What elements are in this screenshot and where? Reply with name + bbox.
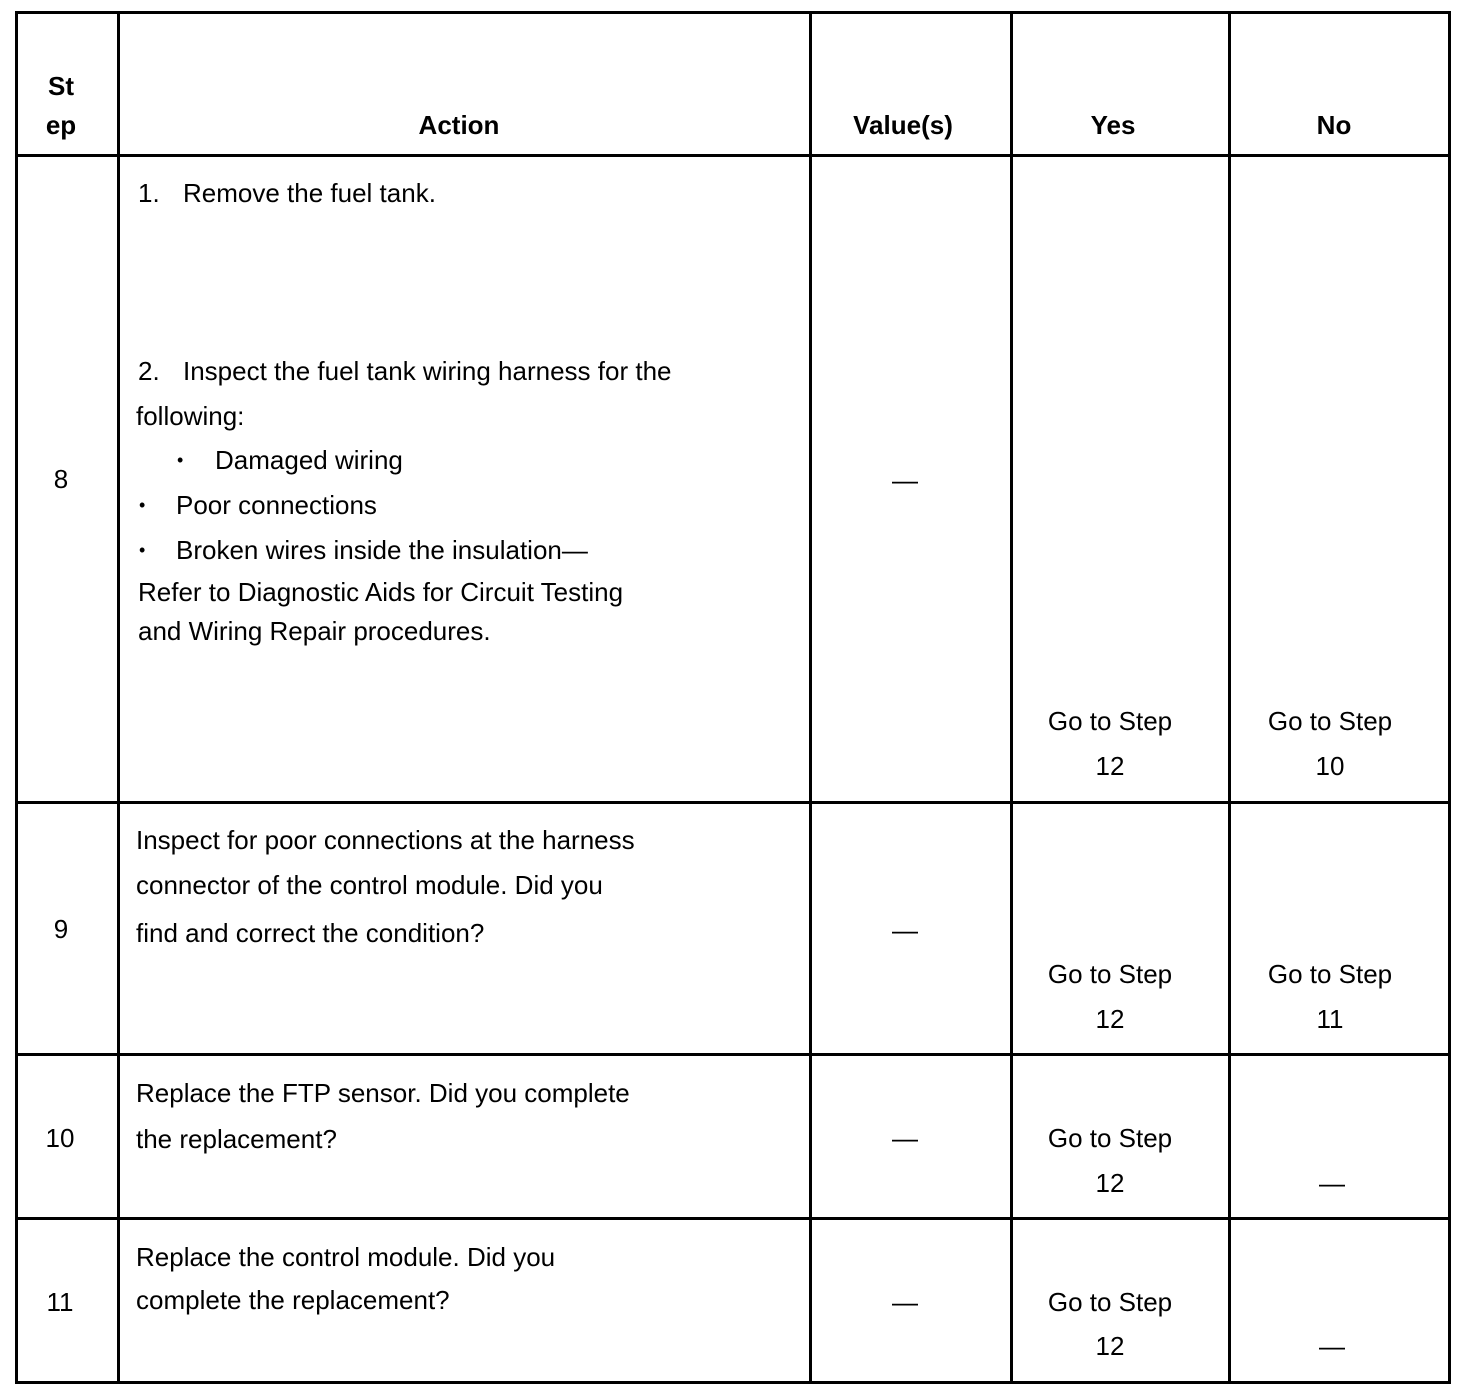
header-step: ep: [45, 110, 77, 140]
step-number: 9: [53, 914, 69, 944]
yes-cell: 12: [1095, 1331, 1125, 1361]
action-note: and Wiring Repair procedures.: [138, 616, 491, 646]
action-text: Inspect the fuel tank wiring harness for the: [183, 356, 672, 386]
yes-cell: 12: [1095, 751, 1125, 781]
action-text: the replacement?: [136, 1124, 337, 1154]
no-cell: Go to Step: [1267, 706, 1393, 736]
action-text: connector of the control module. Did you: [136, 870, 603, 900]
column-divider: [1228, 11, 1231, 1384]
header-no: No: [1316, 110, 1352, 140]
action-note: Refer to Diagnostic Aids for Circuit Testing: [138, 577, 624, 607]
action-text: Replace the FTP sensor. Did you complete: [136, 1078, 630, 1108]
action-text: complete the replacement?: [136, 1285, 450, 1315]
header-values: Value(s): [853, 110, 953, 140]
value-cell: —: [892, 465, 918, 495]
action-text: find and correct the condition?: [136, 918, 485, 948]
column-divider: [809, 11, 812, 1384]
row-divider: [15, 801, 1451, 804]
value-cell: —: [892, 915, 918, 945]
header-action: Action: [418, 110, 500, 140]
list-number: 2.: [138, 356, 160, 386]
bullet-text: Broken wires inside the insulation—: [176, 535, 588, 565]
action-text: following:: [136, 401, 245, 431]
column-divider: [117, 11, 120, 1384]
yes-cell: Go to Step: [1047, 706, 1173, 736]
bullet-text: Damaged wiring: [215, 445, 403, 475]
action-text: Remove the fuel tank.: [183, 178, 436, 208]
no-cell: —: [1319, 1168, 1345, 1198]
row-divider: [15, 1053, 1451, 1056]
yes-cell: Go to Step: [1047, 959, 1173, 989]
table-border-bottom: [15, 1381, 1451, 1384]
no-cell: 11: [1316, 1004, 1344, 1034]
table-border-top: [15, 11, 1451, 14]
action-text: Replace the control module. Did you: [136, 1242, 556, 1272]
header-step: St: [48, 71, 74, 101]
row-divider: [15, 1217, 1451, 1220]
no-cell: 10: [1315, 751, 1345, 781]
value-cell: —: [892, 1287, 918, 1317]
bullet-icon: •: [139, 540, 146, 560]
no-cell: —: [1319, 1331, 1345, 1361]
step-number: 8: [53, 464, 69, 494]
diagnostic-table: [15, 11, 1451, 1384]
column-divider: [1010, 11, 1013, 1384]
yes-cell: 12: [1095, 1168, 1125, 1198]
list-number: 1.: [138, 178, 160, 208]
no-cell: Go to Step: [1267, 959, 1393, 989]
step-number: 11: [46, 1287, 74, 1317]
yes-cell: 12: [1095, 1004, 1125, 1034]
action-text: Inspect for poor connections at the harness: [136, 825, 635, 855]
header-divider: [15, 154, 1451, 157]
header-yes: Yes: [1090, 110, 1136, 140]
value-cell: —: [892, 1123, 918, 1153]
bullet-text: Poor connections: [176, 490, 377, 520]
yes-cell: Go to Step: [1047, 1287, 1173, 1317]
yes-cell: Go to Step: [1047, 1123, 1173, 1153]
bullet-icon: •: [177, 450, 184, 470]
table-border-right: [1448, 11, 1451, 1384]
table-border-left: [15, 11, 18, 1384]
bullet-icon: •: [139, 495, 146, 515]
step-number: 10: [45, 1123, 75, 1153]
